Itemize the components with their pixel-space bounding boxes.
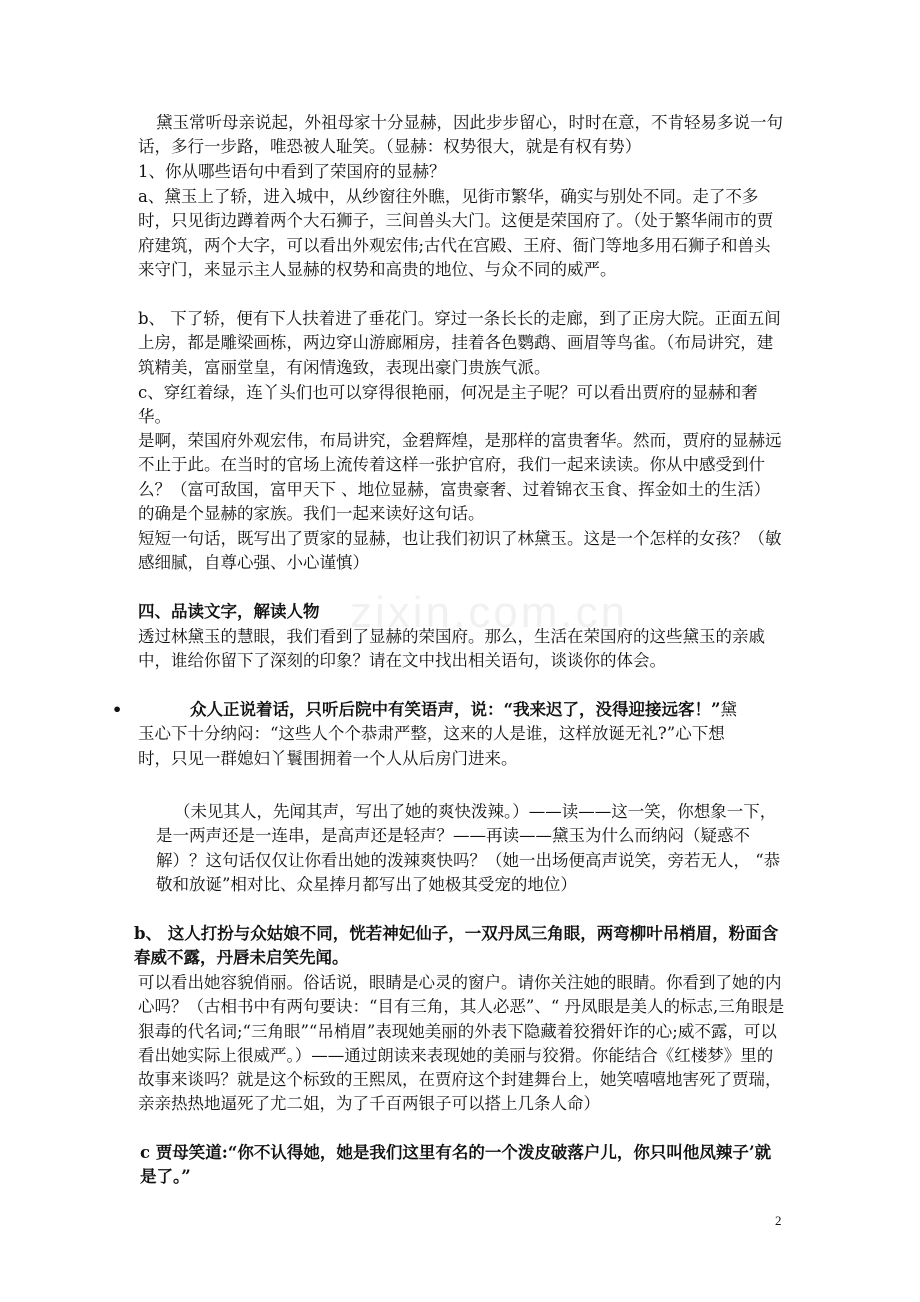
question-1: 1、你从哪些语句中看到了荣国府的显赫？	[138, 162, 446, 181]
paragraph-transition: 短短一句话，既写出了贾家的显赫，也让我们初识了林黛玉。这是一个怎样的女孩？（敏感细腻，自尊心强、小心谨慎）	[138, 529, 782, 573]
answer-a: a、黛玉上了轿，进入城中，从纱窗往外瞧，见街市繁华，确实与别处不同。走了不多时，只见街边蹲着两个大石狮子，三间兽头大门。这便是荣国府了。（处于繁华闹市的贾府建筑，两个大字，可以看出外观宏伟;古代在宫殿、王府、衙门等地多用石狮子和兽头来守门，来显示主人显赫的权势和高贵的地位、与众不同的威严。	[138, 187, 774, 279]
paragraph-intro: 黛玉常听母亲说起，外祖母家十分显赫，因此步步留心，时时在意，不肯轻易多说一句话，多行一步路，唯恐被人耻笑。（显赫：权势很大，就是有权有势）	[138, 113, 783, 157]
answer-b: b、 下了轿，便有下人扶着进了垂花门。穿过一条长长的走廊，到了正房大院。正面五间上房，都是雕梁画栋，两边穿山游廊厢房，挂着各色鹦鹉、画眉等鸟雀。（布局讲究，建筑精美，富丽堂皇，有闲情逸致，表现出豪门贵族气派。	[138, 309, 781, 377]
analysis-b: 可以看出她容貌俏丽。俗话说，眼睛是心灵的窗户。请你关注她的眼睛。你看到了她的内心吗？（古相书中有两句要诀：“目有三角，其人必恶”、“ 丹凤眼是美人的标志,三角眼是狠毒的代名词;“三角眼”“吊梢眉”表现她美丽的外表下隐藏着狡猾奸诈的心;威不露，可以看出她实际上很威严。）——通过朗读来表现她的美丽与狡猾。你能结合《红楼梦》里的故事来谈吗？就是这个标致的王熙凤，在贾府这个封建舞台上，她笑嘻嘻地害死了贾瑞，亲亲热热地逼死了尤二姐，为了千百两银子可以搭上几条人命）	[138, 973, 785, 1114]
quote-a-rest: 黛玉心下十分纳闷：“这些人个个恭肃严整，这来的人是谁，这样放诞无礼?”心下想时，只见一群媳妇丫鬟围拥着一个人从后房门进来。	[138, 700, 737, 768]
quote-a	[138, 698, 750, 771]
analysis-a: （未见其人，先闻其声，写出了她的爽快泼辣。）——读——这一笑，你想象一下，是一两声还是一连串，是高声还是轻声？——再读——黛玉为什么而纳闷（疑惑不解）？这句话仅仅让你看出她的泼辣爽快吗？（她一出场便高声说笑，旁若无人， “恭敬和放诞”相对比、众星捧月都写出了她极其受宠的地位）	[156, 802, 781, 894]
quote-c: c 贾母笑道:“你不认得她，她是我们这里有名的一个泼皮破落户儿，你只叫他凤辣子’就是了。”	[140, 1143, 772, 1187]
page-number: 2	[775, 1213, 782, 1228]
section-heading-4: 四、品读文字，解读人物	[138, 602, 320, 621]
bullet-mark: •	[112, 700, 123, 719]
answer-c: c、穿红着绿，连丫头们也可以穿得很艳丽，何况是主子呢？可以看出贾府的显赫和奢华。	[138, 383, 758, 427]
watermark: zixin.com.cn	[350, 588, 629, 637]
quote-b: b、 这人打扮与众姑娘不同，恍若神妃仙子，一双丹凤三角眼，两弯柳叶吊梢眉，粉面含春威不露，丹唇未启笑先闻。	[134, 924, 779, 968]
paragraph-summary: 是啊，荣国府外观宏伟，布局讲究，金碧辉煌，是那样的富贵奢华。然而，贾府的显赫远不止于此。在当时的官场上流传着这样一张护官府，我们一起来读读。你从中感受到什么？（富可敌国，富甲天下 、地位显赫，富贵豪奢、过着锦衣玉食、挥金如土的生活）的确是个显赫的家族。我们一起来读好这句话。	[138, 431, 782, 523]
paragraph-prompt: 透过林黛玉的慧眼，我们看到了显赫的荣国府。那么，生活在荣国府的这些黛玉的亲戚中，谁给你留下了深刻的印象？请在文中找出相关语句，谈谈你的体会。	[138, 627, 765, 671]
quote-a-bold: 众人正说着话，只听后院中有笑语声，说：“我来迟了，没得迎接远客！”	[190, 700, 721, 719]
